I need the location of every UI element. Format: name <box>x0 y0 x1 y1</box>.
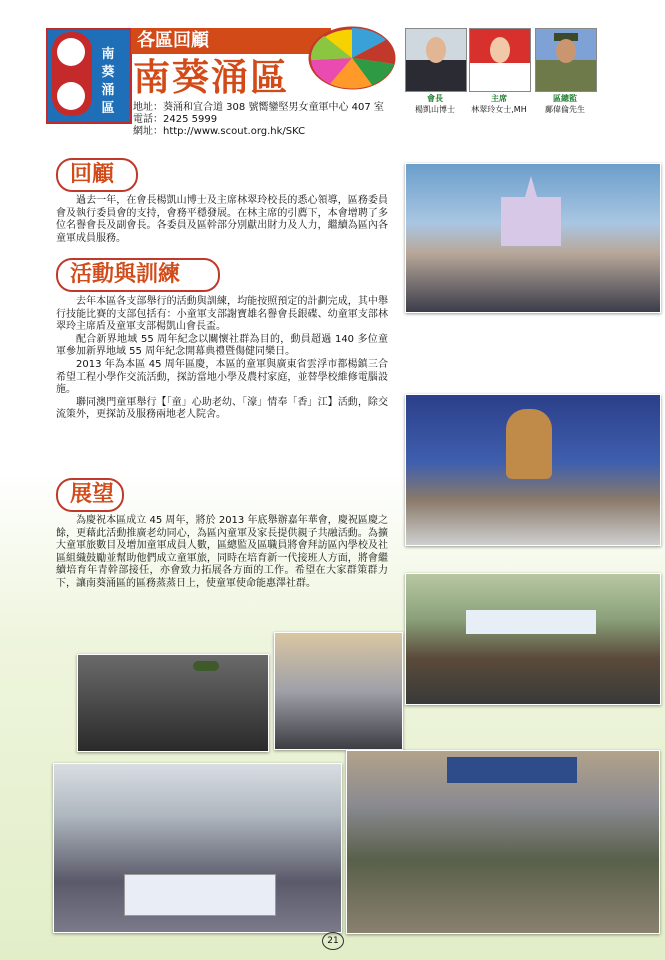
color-wheel-icon <box>306 22 398 92</box>
contact-info <box>133 102 384 138</box>
castle-group-photo <box>405 163 661 313</box>
web-line <box>133 126 384 138</box>
section-banner-label: 各區回顧 <box>137 30 209 51</box>
activities-title-text: 活動與訓練 <box>70 262 181 287</box>
computer-room-photo <box>274 632 403 750</box>
logo-vertical-text: 南葵涌區 <box>101 47 115 116</box>
section-banner <box>131 28 331 54</box>
outlook-paragraph: 為慶祝本區成立 45 周年，將於 2013 年底舉辦嘉年華會，慶祝區慶之餘，更藉此活動推廣老幼同心，為區內童軍及家長提供親子共融活動。為擴大童軍旅數目及增加童軍成員人數，區總監及區職員將會拜訪區內學校及社區組織鼓勵並幫助他們成立童軍旅，同時在培育新一代接班人方面，將會繼續培育年青幹部接任，亦會致力拓展各方面的工作。希望在大家群策群力下，讓南葵涌區的區務蒸蒸日上，使童軍使命能惠澤社群。 <box>56 515 388 589</box>
exchange-group-photo <box>405 573 661 705</box>
chairman-portrait <box>469 28 531 92</box>
toy-story-group-photo <box>405 394 661 546</box>
activities-section-title <box>56 258 220 292</box>
officer-role-1: 會長 <box>427 94 443 103</box>
address-label: 地址： <box>133 102 163 113</box>
address-value: 葵涌和宜合道 308 號嚮鑾堅男女童軍中心 407 室 <box>163 102 384 113</box>
phone-value: 2425 5999 <box>163 114 218 125</box>
district-title: 南葵涌區 <box>133 56 289 99</box>
lesson-photo <box>77 654 269 752</box>
phone-label: 電話： <box>133 114 163 125</box>
page-number: 21 <box>322 932 344 950</box>
outlook-title-text: 展望 <box>70 482 115 507</box>
activities-body <box>56 296 388 422</box>
officer-role-3: 區總監 <box>553 94 577 103</box>
outlook-section-title <box>56 478 124 512</box>
logo-sk-icon <box>57 82 85 110</box>
officer-name-1: 楊凱山博士 <box>415 105 455 114</box>
activities-paragraph-4: 聯同澳門童軍舉行【「童」心助老幼、「濠」情奉「香」江】活動，除交流策外，更探訪及服務兩地老人院舍。 <box>56 396 388 421</box>
review-paragraph: 過去一年，在會長楊凱山博士及主席林翠玲校長的悉心領導，區務委員會及執行委員會的支持，會務平穩發展。在林主席的引薦下，本會增聘了多位名譽會長及副會長。各委員及區幹部分別獻出財力及人力，繼續為區內各童軍成員服務。 <box>56 195 388 244</box>
web-label: 網址： <box>133 126 163 137</box>
officer-name-2: 林翠玲女士,MH <box>471 105 527 114</box>
carnival-group-photo <box>53 763 342 933</box>
commissioner-portrait <box>535 28 597 92</box>
ceremony-group-photo <box>346 750 660 934</box>
phone-line <box>133 114 384 126</box>
president-portrait <box>405 28 467 92</box>
review-title-text: 回顧 <box>70 162 115 187</box>
review-section-title <box>56 158 138 192</box>
officer-role-2: 主席 <box>491 94 507 103</box>
web-value: http://www.scout.org.hk/SKC <box>163 126 306 137</box>
logo-fleur-icon <box>57 38 85 66</box>
activities-paragraph-3: 2013 年為本區 45 周年區慶，本區的童軍與廣東省雲浮市都楊鎮三合希望工程小學作交流活動，探訪當地小學及農村家庭，並替學校維修電腦設施。 <box>56 358 388 396</box>
address-line <box>133 102 384 114</box>
activities-paragraph-1: 去年本區各支部舉行的活動與訓練，均能按照預定的計劃完成，其中舉行技能比賽的支部包括有：小童軍支部謝寶雄名譽會長銀碟、幼童軍支部林翠玲主席盾及童軍支部楊凱山會長盃。 <box>56 296 388 333</box>
activities-paragraph-2: 配合新界地域 55 周年紀念以關懷社群為目的，動員超過 140 多位童軍參加新界地域 55 周年紀念開幕典禮暨傷健同樂日。 <box>56 333 388 358</box>
officer-name-3: 鄺偉倫先生 <box>545 105 585 114</box>
